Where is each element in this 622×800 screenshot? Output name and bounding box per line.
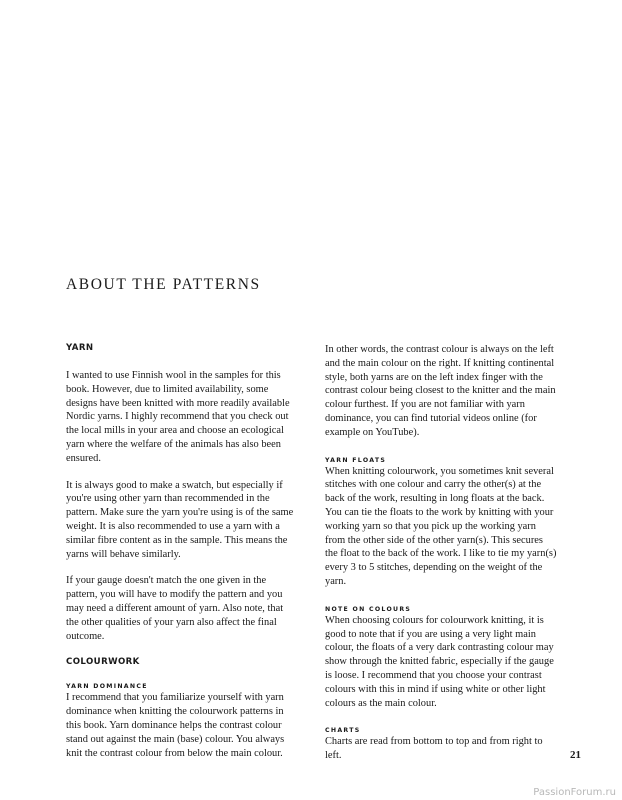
page-number: 21 [570, 749, 581, 761]
section-heading-yarn: YARN [66, 343, 94, 353]
paragraph-yarn-dominance-1: I recommend that you familiarize yourself with yarn dominance when knitting the colourwork patterns in this book. Yarn dominance helps the contrast colour stand out against the main (base) colour. You always knit the contrast colour from below the main colour. [66, 692, 285, 759]
paragraph-yarn-2: It is always good to make a swatch, but especially if you're using other yarn than recommended in the pattern. Make sure the yarn you're using is of the same weight. It is also recommended to use a yarn with a similar fibre content as in the sample. This means the yarns will behave similarly. [66, 479, 294, 560]
paragraph-yarn-dominance-2: In other words, the contrast colour is always on the left and the main colour on the right. If knitting continental style, both yarns are on the left index finger with the contrast colour being closest to the knitter and the main colour furthest. If you are not familiar with yarn dominance, you can find tutorial videos online (for example on YouTube). [325, 344, 556, 438]
paragraph-charts: Charts are read from bottom to top and from right to left. [325, 736, 543, 762]
paragraph-yarn-3: If your gauge doesn't match the one given in the pattern, you will have to modify the pattern and you may need a different amount of yarn. Also note, that the other qualities of your yarn also affect the final outcome. [66, 575, 284, 642]
subheading-yarn-floats: YARN FLOATS [325, 456, 387, 464]
section-heading-colourwork: COLOURWORK [66, 657, 140, 668]
subheading-note-on-colours: NOTE ON COLOURS [325, 605, 412, 613]
subheading-yarn-dominance: YARN DOMINANCE [66, 683, 148, 691]
watermark: PassionForum.ru [533, 787, 616, 798]
page-title: ABOUT THE PATTERNS [66, 276, 261, 293]
subheading-charts: CHARTS [325, 727, 361, 735]
paragraph-note-on-colours: When choosing colours for colourwork knitting, it is good to note that if you are using a very light main colour, the floats of a very dark contrasting colour may show through the knitted fabric, especially if the gauge is loose. I recommend that you choose your contrast colours with this in mind if using white or other light colours as the main colour. [325, 614, 554, 709]
right-column [325, 343, 557, 763]
paragraph-yarn-1: I wanted to use Finnish wool in the samples for this book. However, due to limited availability, some designs have been knitted with more readily available Nordic yarns. I highly recommend that you check out the local mills in your area and choose an ecological yarn where the welfare of the animals has also been ensured. [66, 370, 290, 464]
paragraph-yarn-floats: When knitting colourwork, you sometimes knit several stitches with one colour and carry the other(s) at the back of the work, resulting in long floats at the back. You can tie the floats to the work by knitting with your working yarn so that you pick up the working yarn from the other side of the other yarn(s). This secures the float to the back of the work. I like to tie my yarn(s) every 3 to 5 stitches, depending on the weight of the yarn. [325, 465, 557, 587]
left-column [66, 343, 298, 760]
